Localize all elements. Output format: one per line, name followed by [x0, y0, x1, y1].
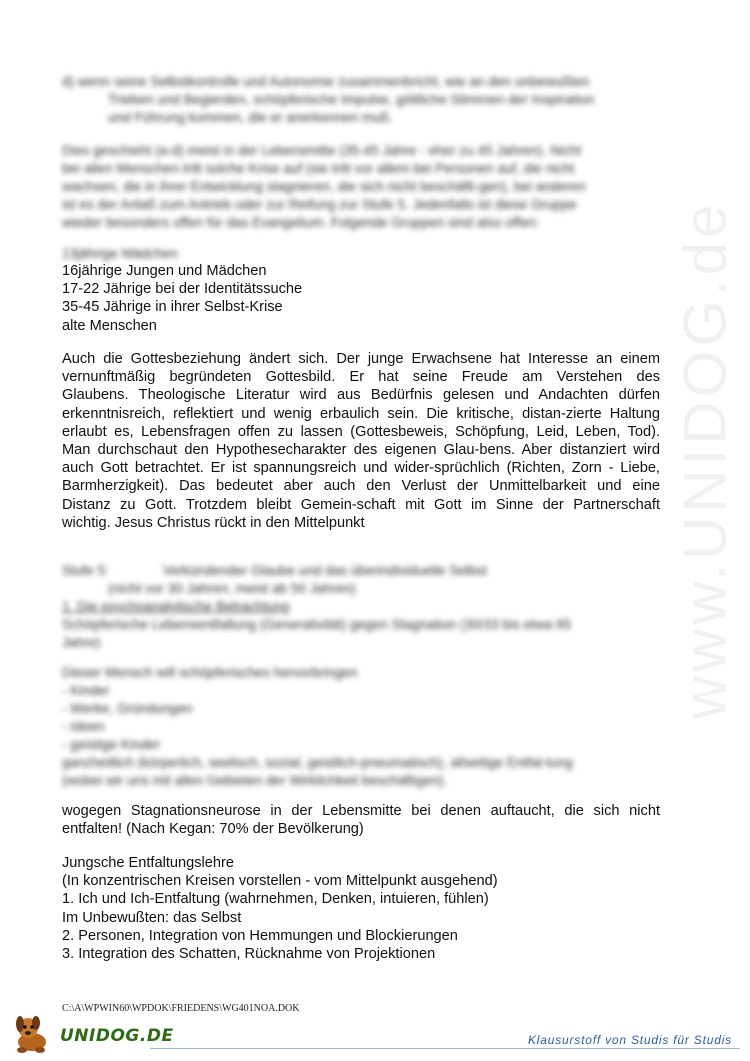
jung-section [62, 854, 660, 963]
text-line: Dieser Mensch will schöpferisches hervorbringen [62, 665, 358, 680]
text-line: wieder besonders offen für das Evangelium. Folgende Gruppen sind also offen: [62, 215, 540, 230]
file-path: C:\A\WPWIN60\WPDOK\FRIEDENS\WG401NOA.DOK [62, 1003, 300, 1014]
text-line: 13jährige Mädchen [62, 246, 178, 261]
text-line: und Führung kommen, die er anerkennen muß. [108, 110, 393, 125]
list-item: 1. Ich und Ich-Entfaltung (wahrnehmen, Denken, intuieren, fühlen) [62, 891, 489, 908]
jung-heading: Jungsche Entfaltungslehre [62, 855, 234, 871]
stagnation-paragraph [62, 802, 660, 838]
text-line: ist es der Anlaß zum Antrieb oder zur Reifung zur Stufe 5. Jedenfalls ist diese Gruppe [62, 197, 577, 212]
group-item: alte Menschen [62, 317, 157, 334]
list-item: 3. Integration des Schatten, Rücknahme von Projektionen [62, 946, 436, 963]
text-line: d) wenn seine Selbstkontrolle und Autonomie zusammenbricht, wie an den unbewußten [62, 74, 590, 89]
group-item: 16jährige Jungen und Mädchen [62, 263, 267, 279]
text-line: Dies geschieht (a-d) meist in der Lebensmitte (35-45 Jahre - eher zu 45 Jahren). Nicht [62, 143, 582, 158]
group-item: 35-45 Jährige in ihrer Selbst-Krise [62, 299, 283, 316]
psych-heading: 1. Die psychoanalytische Betrachtung [62, 599, 290, 614]
logo-text: UNIDOG.DE [60, 1026, 174, 1046]
footer-divider [150, 1048, 740, 1049]
text-line: Auch die Gottesbeziehung ändert sich. Der junge Erwachsene hat Interesse an einem [62, 351, 660, 367]
bullet-item: - geistige Kinder [62, 737, 161, 752]
text-line: Schöpferische Lebensentfaltung (Generativität) gegen Stagnation (30/33 bis etwa 65 [62, 617, 572, 632]
text-line: wichtig. Jesus Christus rückt in den Mittelpunkt [62, 514, 365, 531]
stufe-heading [62, 562, 660, 580]
watermark-text: www.UNIDOG.de [671, 200, 739, 720]
blurred-mensch-list [62, 664, 660, 790]
gottesbeziehung-body [62, 350, 660, 532]
blurred-paragraph-crisis [62, 142, 660, 232]
text-line: Barmherzigkeit). Das bedeutet aber auch den Verlust der Unmittelbarkeit und eine [62, 478, 660, 495]
stufe-label: Stufe 5: [62, 563, 109, 578]
text-line: bei allen Menschen tritt solche Krise auf (sie tritt vor allem bei Personen auf, die nicht [62, 161, 575, 176]
text-line: Trieben und Begierden, schöpferische Impulse, göttliche Stimmen der Inspiration [108, 92, 595, 107]
list-item: 2. Personen, Integration von Hemmungen und Blockierungen [62, 927, 458, 944]
text-line: auch Gott betrachtet. Er ist spannungsreich und wider-sprüchlich (Richten, Zorn - Liebe, [62, 460, 660, 477]
stufe-title: Verkündender Glaube und das überindividuelle Selbst [162, 563, 487, 578]
text-line: Glaubens. Theologische Literatur wird aus Bedürfnis gelesen und Andachten dürfen [62, 387, 660, 404]
text-line: entfalten! (Nach Kegan: 70% der Bevölkerung) [62, 821, 364, 838]
group-list [62, 262, 660, 335]
text-line: Jahre) [62, 635, 101, 650]
text-line: wachsen, die in ihrer Entwicklung stagnieren, die sich nicht beschäfti-gen), bei anderen [62, 179, 586, 194]
text-line: (In konzentrischen Kreisen vorstellen - vom Mittelpunkt ausgehend) [62, 873, 498, 890]
bullet-item: - Ideen [62, 719, 105, 734]
text-line: vernunftmäßig begründeten Gottesbild. Er hat seine Freude am Verstehen des [62, 369, 660, 386]
blurred-paragraph-d [62, 73, 660, 127]
text-line: (wobei wir uns mit allen Gebieten der Wirklichkeit beschäftigen). [62, 773, 448, 788]
stufe-subtitle: (nicht vor 30 Jahren, meist ab 50 Jahren) [108, 581, 356, 596]
bullet-item: - Werke, Gründungen [62, 701, 193, 716]
dog-icon [8, 1012, 58, 1056]
text-line: Distanz zu Gott. Trotzdem bleibt Gemein-schaft mit Gott im Sinne der Partnerschaft [62, 496, 660, 513]
text-line: erlaubt es, Lebensfragen offen zu lassen (Gottesbeweis, Schöpfung, Leid, Leben, Tod). [62, 423, 660, 440]
blurred-first-group [62, 245, 660, 263]
unidog-logo[interactable] [8, 1012, 178, 1056]
bullet-item: - Kinder [62, 683, 110, 698]
group-item: 17-22 Jährige bei der Identitätssuche [62, 281, 303, 298]
text-line: Im Unbewußten: das Selbst [62, 909, 242, 926]
text-line: wogegen Stagnationsneurose in der Lebensmitte bei denen auftaucht, die sich nicht [62, 803, 660, 819]
blurred-stufe-5 [62, 562, 660, 652]
text-line: erkenntnisreich, reflektiert und wenig erbaulich sein. Die kritische, distan-zierte Haltung [62, 405, 660, 422]
text-line: ganzheitlich (körperlich, seelisch, sozial, geistlich-pneumatisch), allseitige Entfal-tung [62, 755, 573, 770]
text-line: Man durchschaut den Hypothesecharakter des eigenen Glau-bens. Aber distanziert wird [62, 442, 660, 459]
footer-tagline: Klausurstoff von Studis für Studis [528, 1033, 732, 1047]
